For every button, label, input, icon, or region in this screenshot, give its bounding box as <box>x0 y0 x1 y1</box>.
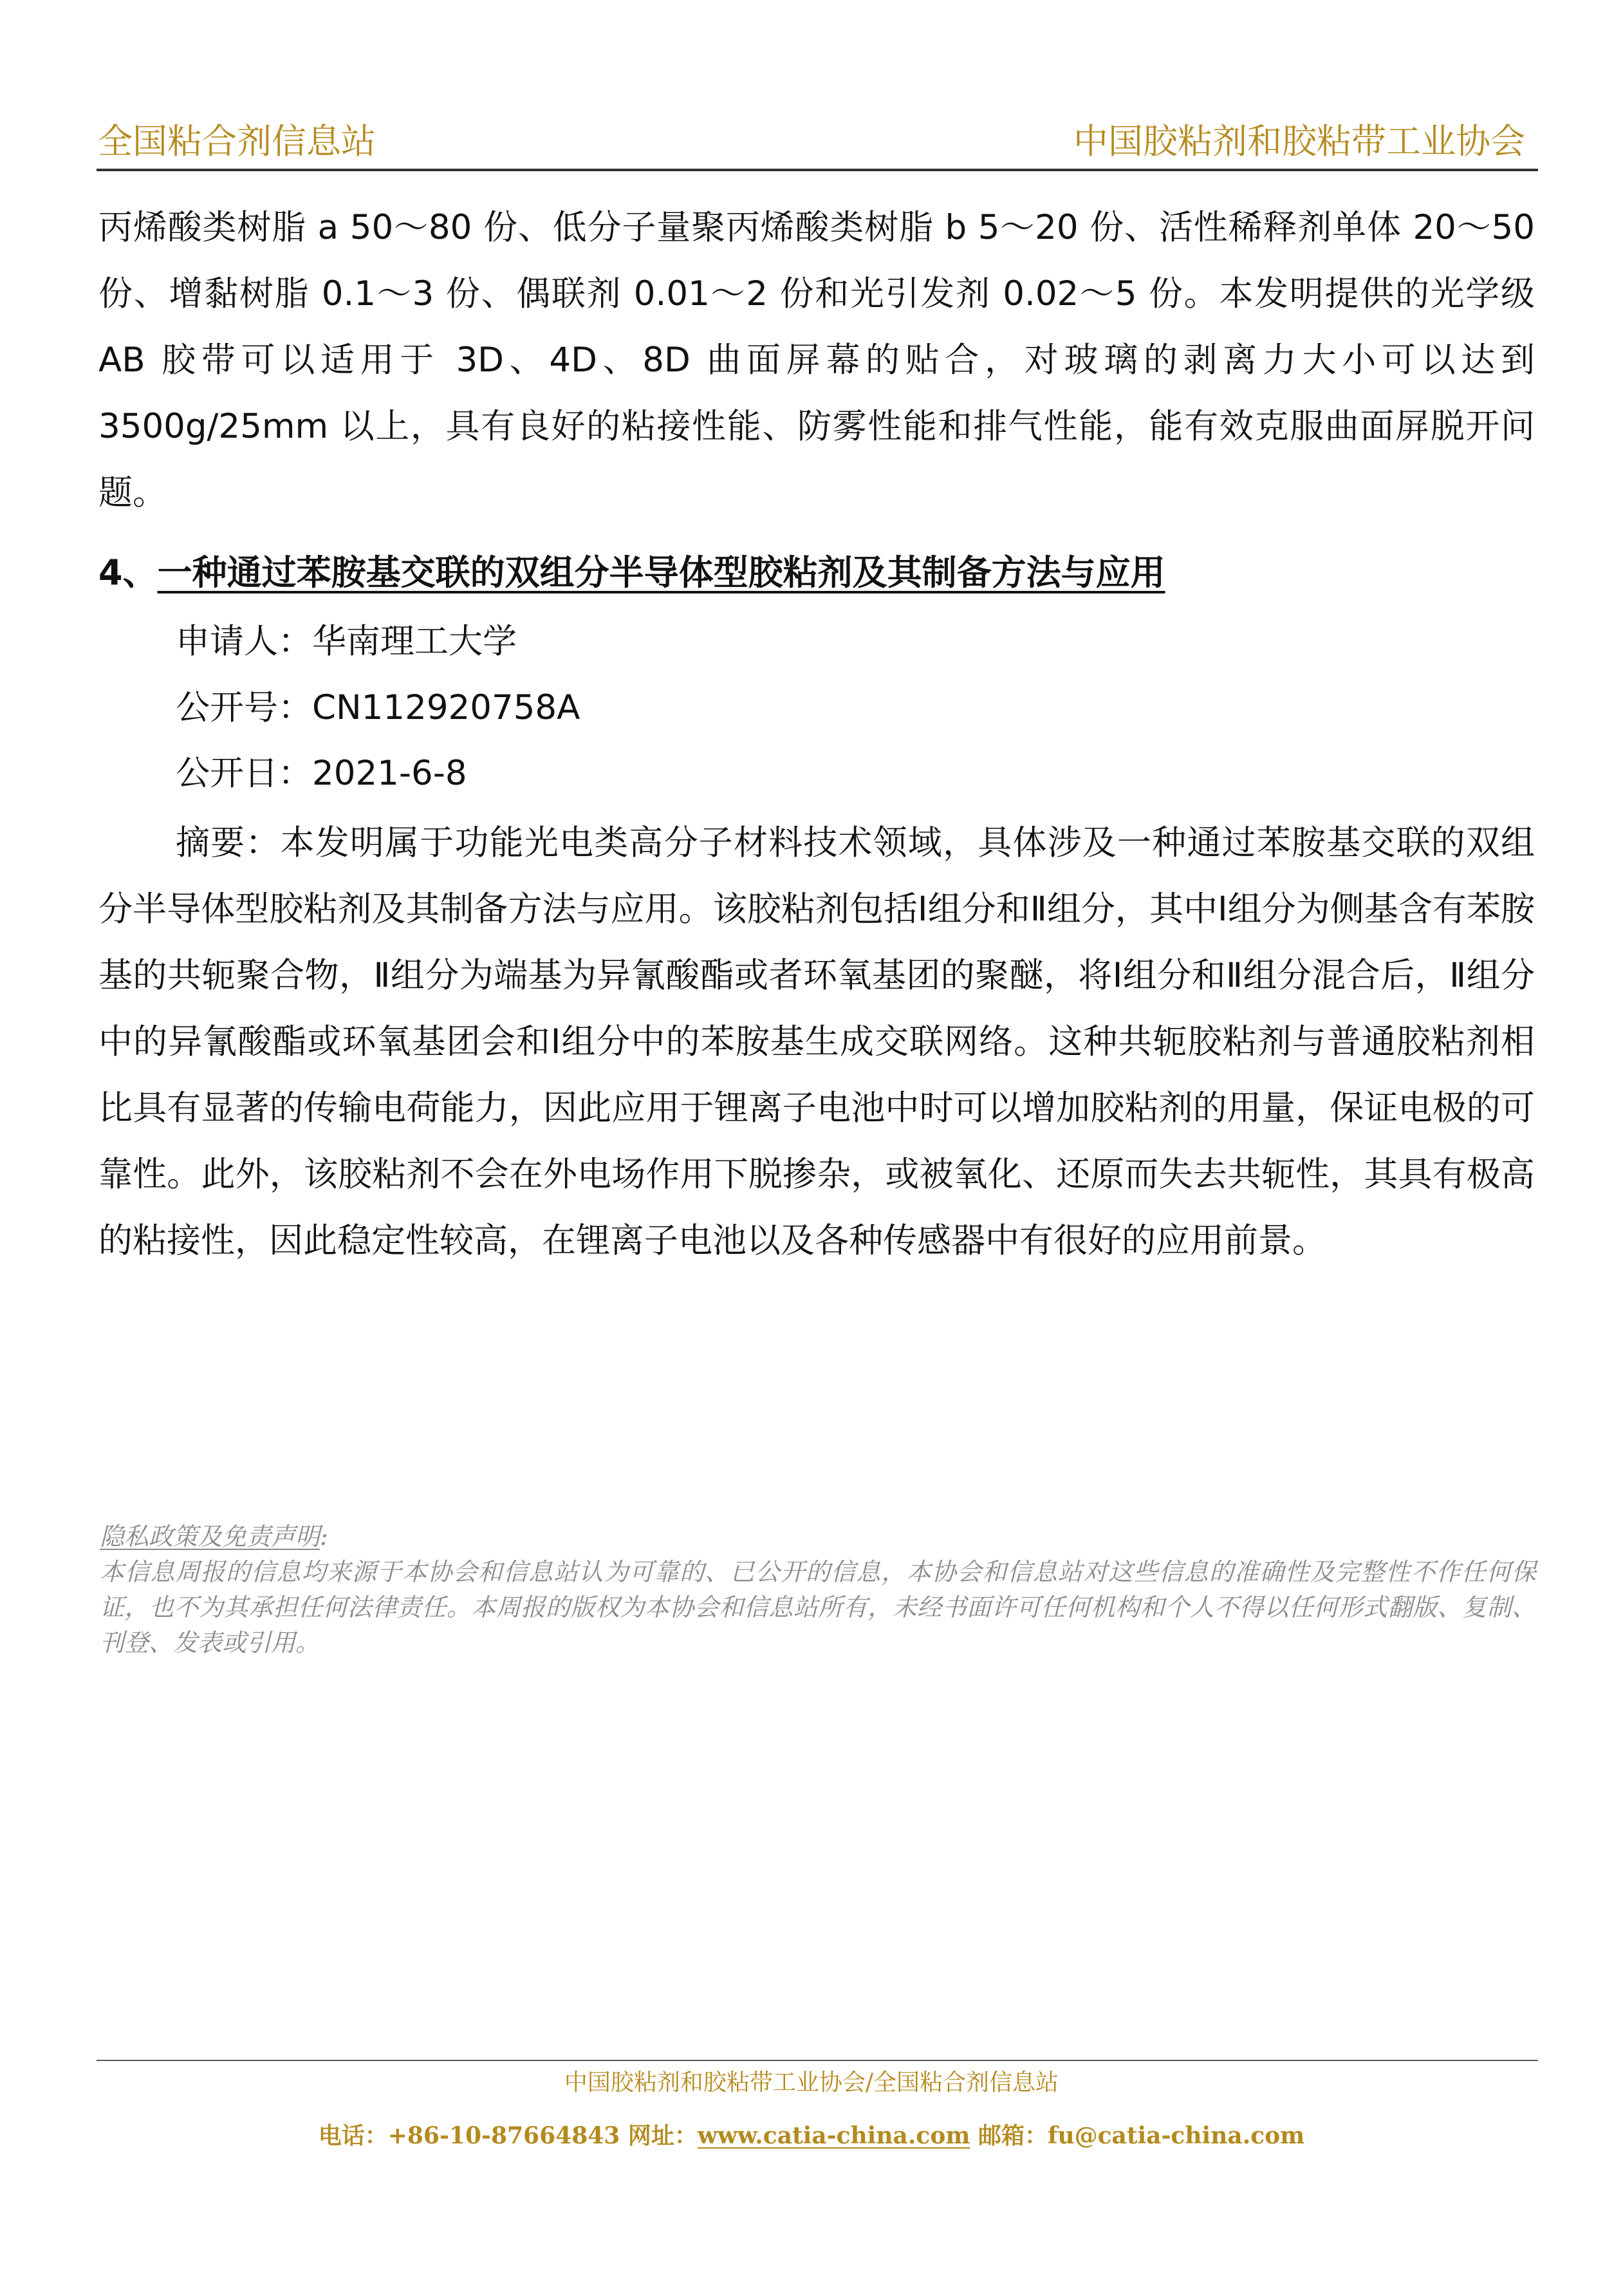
page-header <box>97 115 1538 171</box>
publication-number-line <box>176 679 580 737</box>
abstract-paragraph: 摘要：本发明属于功能光电类高分子材料技术领域，具体涉及一种通过苯胺基交联的双组分半导体型胶粘剂及其制备方法与应用。该胶粘剂包括Ⅰ组分和Ⅱ组分，其中Ⅰ组分为侧基含有苯胺基的共轭聚合物，Ⅱ组分为端基为异氰酸酯或者环氧基团的聚醚，将Ⅰ组分和Ⅱ组分混合后，Ⅱ组分中的异氰酸酯或环氧基团会和Ⅰ组分中的苯胺基生成交联网络。这种共轭胶粘剂与普通胶粘剂相比具有显著的传输电荷能力，因此应用于锂离子电池中时可以增加胶粘剂的用量，保证电极的可靠性。此外，该胶粘剂不会在外电场作用下脱掺杂，或被氧化、还原而失去共轭性，其具有极高的粘接性，因此稳定性较高，在锂离子电池以及各种传感器中有很好的应用前景。 <box>98 823 1535 1260</box>
header-site-name: 全国粘合剂信息站 <box>98 121 376 162</box>
section-heading <box>98 544 1165 602</box>
disclaimer-heading <box>100 1519 1536 1554</box>
publication-date-line <box>176 745 467 803</box>
disclaimer-title: 隐私政策及免责声明 <box>100 1522 320 1551</box>
section-title: 一种通过苯胺基交联的双组分半导体型胶粘剂及其制备方法与应用 <box>157 552 1165 593</box>
applicant-label: 申请人： <box>176 622 312 661</box>
publication-date-value: 2021-6-8 <box>312 754 467 793</box>
publication-number-value: CN112920758A <box>312 688 580 727</box>
intro-paragraph: 丙烯酸类树脂 a 50～80 份、低分子量聚丙烯酸类树脂 b 5～20 份、活性稀释剂单体 20～50 份、增黏树脂 0.1～3 份、偶联剂 0.01～2 份和光引发剂 0.02～5 份。本发明提供的光学级 AB 胶带可以适用于 3D、4D、8D 曲面屏幕的贴合，对玻璃的剥离力大小可以达到 3500g/25mm 以上，具有良好的粘接性能、防雾性能和排气性能，能有效克服曲面屏脱开问题。 <box>98 208 1535 512</box>
section-number: 4、 <box>98 552 158 593</box>
footer-organization: 中国胶粘剂和胶粘带工业协会/全国粘合剂信息站 <box>564 2069 1059 2096</box>
applicant-line <box>176 613 517 671</box>
applicant-value: 华南理工大学 <box>312 622 517 661</box>
footer-contact <box>0 2118 1623 2154</box>
publication-date-label: 公开日： <box>176 754 312 793</box>
footer-phone: 电话：+86-10-87664843 网址： <box>318 2122 698 2149</box>
publication-number-label: 公开号： <box>176 688 312 727</box>
footer-website-link[interactable]: www.catia-china.com <box>697 2122 970 2149</box>
disclaimer-colon: : <box>320 1522 328 1551</box>
footer-email: 邮箱：fu@catia-china.com <box>970 2122 1305 2149</box>
header-association-name: 中国胶粘剂和胶粘带工业协会 <box>1073 121 1525 162</box>
disclaimer-body: 本信息周报的信息均来源于本协会和信息站认为可靠的、已公开的信息，本协会和信息站对这些信息的准确性及完整性不作任何保证，也不为其承担任何法律责任。本周报的版权为本协会和信息站所有，未经书面许可任何机构和个人不得以任何形式翻版、复制、刊登、发表或引用。 <box>100 1558 1536 1657</box>
disclaimer-block <box>100 1519 1536 1661</box>
footer-divider <box>97 2060 1538 2061</box>
